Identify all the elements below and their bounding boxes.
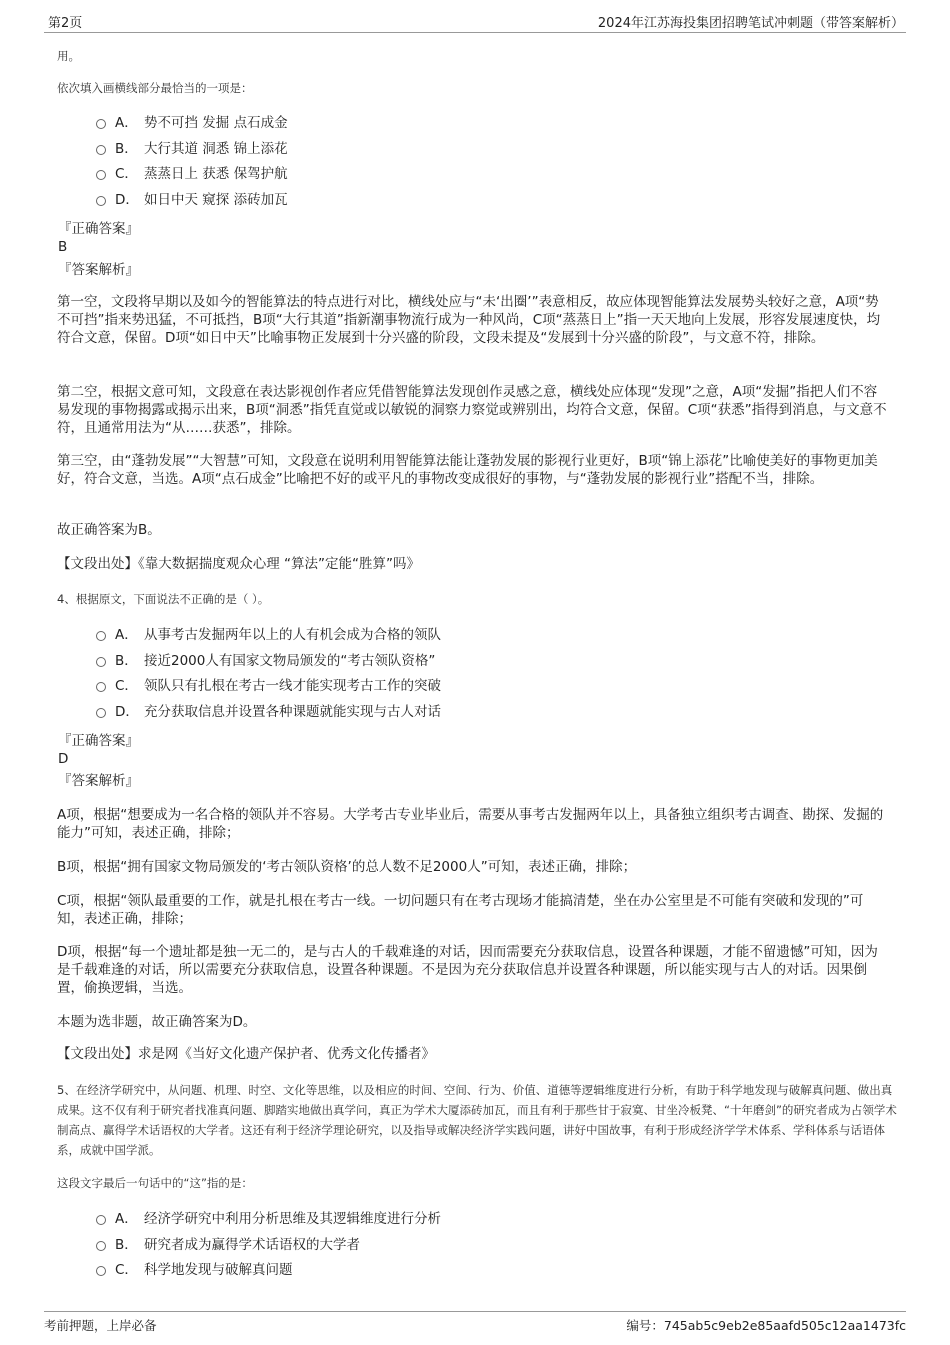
- page-header: [44, 12, 906, 33]
- q5-passage: 5、在经济学研究中，从问题、机理、时空、文化等思维，以及相应的时间、空间、行为、价值、道德等逻辑维度进行分析，有助于科学地发现与破解真问题、做出真成果。这不仅有利于研究者找准真问题、脚踏实地做出真学问，真正为学术大厦添砖加瓦，而且有利于那些甘于寂寞、甘坐冷板凳、“十年磨剑”的研究者成为占领学术制高点、赢得学术话语权的大学者。这还有利于经济学理论研究，以及指导或解决经济学实践问题，讲好中国故事，有利于形成经济学学术体系、学科体系与话语体系，成就中国学派。: [57, 1083, 897, 1157]
- radio-icon[interactable]: [96, 170, 106, 180]
- document-title: 2024年江苏海投集团招聘笔试冲刺题（带答案解析）: [597, 16, 904, 31]
- radio-icon[interactable]: [96, 708, 106, 718]
- q4-analysis-p4: D项，根据“每一个遗址都是独一无二的，是与古人的千载难逢的对话，因而需要充分获取信息，设置各种课题，才能不留遗憾”可知，因为是千载难逢的对话，所以需要充分获取信息，设置各种课题。不是因为充分获取信息并设置各种课题，所以能实现与古人的对话。因果倒置，偷换逻辑，当选。: [57, 944, 878, 996]
- page-footer: [44, 1311, 906, 1334]
- q3-analysis-p4: 故正确答案为B。: [57, 522, 161, 538]
- q3-source: 【文段出处】《靠大数据揣度观众心理 “算法”定能“胜算”吗》: [57, 556, 421, 572]
- radio-icon[interactable]: [96, 631, 106, 641]
- radio-icon[interactable]: [96, 119, 106, 129]
- q4-analysis-p1: A项，根据“想要成为一名合格的领队并不容易。大学考古专业毕业后，需要从事考古发掘两年以上，具备独立组织考古调查、勘探、发掘的能力”可知，表述正确，排除；: [57, 807, 884, 841]
- q3-analysis-p3: 第三空，由“蓬勃发展”“大智慧”可知，文段意在说明利用智能算法能让蓬勃发展的影视行业更好，B项“锦上添花”比喻使美好的事物更加美好，符合文意，当选。A项“点石成金”比喻把不好的或平凡的事物改变成很好的事物，与“蓬勃发展的影视行业”搭配不当，排除。: [57, 453, 878, 487]
- q4-answer-label: 『正确答案』: [58, 733, 139, 749]
- radio-icon[interactable]: [96, 1241, 106, 1251]
- footer-slogan: 考前押题，上岸必备: [44, 1318, 157, 1333]
- q4-analysis-p5: 本题为选非题，故正确答案为D。: [57, 1014, 257, 1030]
- radio-icon[interactable]: [96, 1215, 106, 1225]
- q5-prompt: 这段文字最后一句话中的“这”指的是：: [57, 1176, 253, 1190]
- q3-continuation: 用。: [57, 49, 80, 63]
- q4-prompt: 4、根据原文，下面说法不正确的是（ ）。: [57, 592, 270, 606]
- code-value: 745ab5c9eb2e85aafd505c12aa1473fc: [663, 1318, 906, 1333]
- code-label: 编号：: [626, 1318, 664, 1333]
- q4-answer: D: [58, 751, 69, 767]
- radio-icon[interactable]: [96, 1266, 106, 1276]
- q3-analysis-label: 『答案解析』: [58, 262, 139, 278]
- q4-analysis-label: 『答案解析』: [58, 773, 139, 789]
- q3-answer: B: [58, 239, 68, 255]
- q3-answer-label: 『正确答案』: [58, 221, 139, 237]
- q4-analysis-p2: B项，根据“拥有国家文物局颁发的‘考古领队资格’的总人数不足2000人”可知，表述正确，排除；: [57, 859, 637, 875]
- document-code: [626, 1316, 906, 1334]
- q3-prompt: 依次填入画横线部分最恰当的一项是：: [57, 81, 253, 95]
- q4-source: 【文段出处】求是网《当好文化遗产保护者、优秀文化传播者》: [57, 1046, 435, 1062]
- radio-icon[interactable]: [96, 657, 106, 667]
- q4-analysis-p3: C项，根据“领队最重要的工作，就是扎根在考古一线。一切问题只有在考古现场才能搞清楚，坐在办公室里是不可能有突破和发现的”可知，表述正确，排除；: [57, 893, 864, 927]
- radio-icon[interactable]: [96, 145, 106, 155]
- q3-analysis-p1: 第一空，文段将早期以及如今的智能算法的特点进行对比，横线处应与“未‘出圈’”表意相反，故应体现智能算法发展势头较好之意，A项“势不可挡”指来势迅猛，不可抵挡，B项“大行其道”指新潮事物流行成为一种风尚，C项“蒸蒸日上”指一天天地向上发展，形容发展速度快，均符合文意，保留。D项“如日中天”比喻事物正发展到十分兴盛的阶段，文段未提及“发展到十分兴盛的阶段”，与文意不符，排除。: [57, 294, 881, 346]
- radio-icon[interactable]: [96, 196, 106, 206]
- q3-analysis-p2: 第二空，根据文意可知，文段意在表达影视创作者应凭借智能算法发现创作灵感之意，横线处应体现“发现”之意，A项“发掘”指把人们不容易发现的事物揭露或揭示出来，B项“洞悉”指凭直觉或以敏锐的洞察力察觉或辨别出，均符合文意，保留。C项“获悉”指得到消息，与文意不符，且通常用法为“从……获悉”，排除。: [57, 384, 887, 436]
- radio-icon[interactable]: [96, 682, 106, 692]
- page-number: 第2页: [48, 16, 83, 31]
